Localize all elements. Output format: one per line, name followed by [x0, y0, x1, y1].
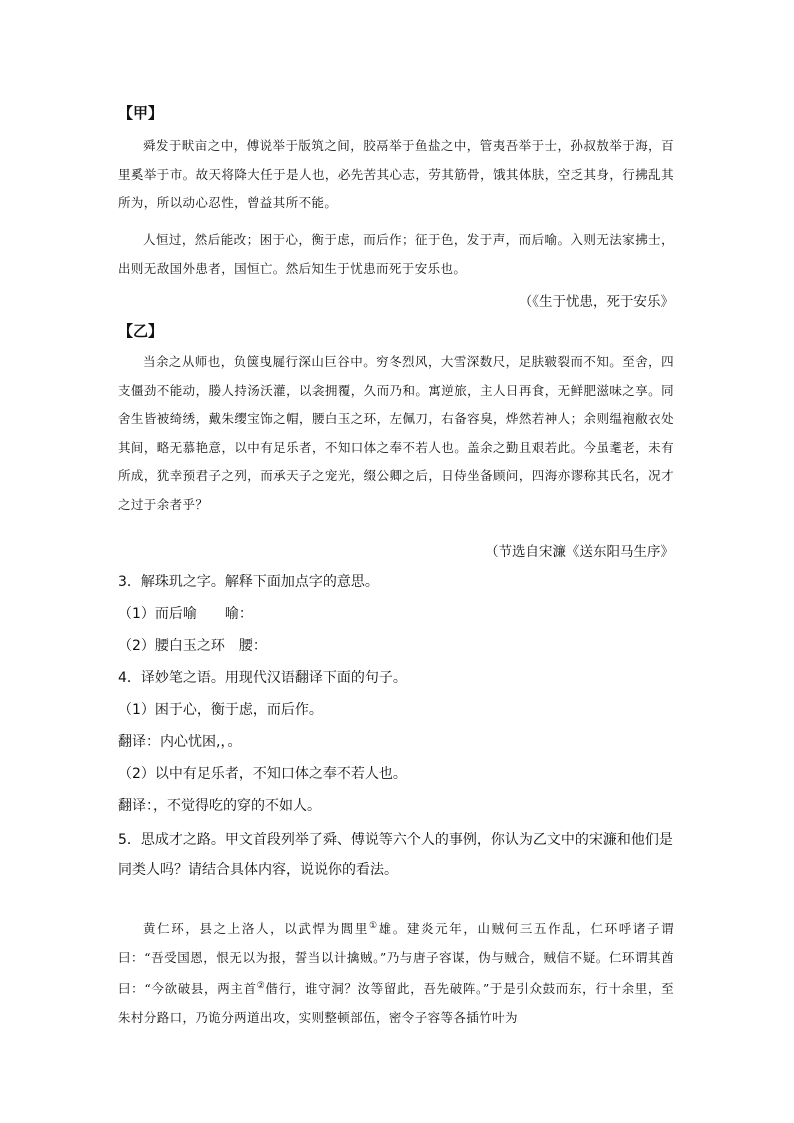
jia-paragraph-2: 人恒过，然后能改；困于心，衡于虑，而后作；征于色，发于声，而后喻。入则无法家拂士，出则无敌国外患者，国恒亡。然后知生于忧患而死于安乐也。: [118, 232, 674, 276]
question-4-1: （1）困于心，衡于虑，而后作。: [118, 702, 323, 718]
yi-paragraph: 当余之从师也，负箧曳屣行深山巨谷中。穷冬烈风，大雪深数尺，足肤皲裂而不知。至舍，四支僵劲不能动，媵人持汤沃灌，以衾拥覆，久而乃和。寓逆旅，主人日再食，无鲜肥滋味之享。同舍生皆被绮绣，戴朱缨宝饰之帽，腰白玉之环，左佩刀，右备容臭，烨然若神人；余则缊袍敝衣处其间，略无慕艳意，以中有足乐者，不知口体之奉不若人也。盖余之勤且艰若此。今虽耄老，未有所成，犹幸预君子之列，而承天子之宠光，缀公卿之后，日侍坐备顾问，四海亦谬称其氏名，况才之过于余者乎？: [118, 354, 674, 512]
passage-2: [118, 912, 674, 1032]
footnote-marker-1: ①: [368, 921, 379, 931]
question-5: 5．思成才之路。甲文首段列举了舜、傅说等六个人的事例，你认为乙文中的宋濂和他们是同类人吗？请结合具体内容，说说你的看法。: [118, 832, 673, 878]
question-3-2: （2）腰白玉之环 腰：: [118, 638, 267, 654]
question-4: 4．译妙笔之语。用现代汉语翻译下面的句子。: [118, 670, 407, 686]
footnote-marker-2: ②: [256, 981, 266, 992]
question-4-1-answer: 翻译：内心忧困,，。: [118, 734, 242, 750]
passage-2-part-2: 雄。建炎元年，山贼何三五作乱，仁环呼诸子谓曰：“吾受国恩，恨无以为报，誓当以计擒贼。”乃与唐子容谋，伪与贼合，贼信不疑。仁环谓其酋曰：“今欲破县，两主首: [118, 921, 675, 997]
question-3-1: （1）而后喻 喻：: [118, 606, 253, 622]
jia-source: （《生于忧患，死于安乐》: [518, 294, 674, 310]
question-4-2-answer: 翻译：，不觉得吃的穿的不如人。: [118, 798, 321, 814]
jia-paragraph-1: 舜发于畎亩之中，傅说举于版筑之间，胶鬲举于鱼盐之中，管夷吾举于士，孙叔敖举于海，百里奚举于市。故天将降大任于是人也，必先苦其心志，劳其筋骨，饿其体肤，空乏其身，行拂乱其所为，所以动心忍性，曾益其所不能。: [118, 138, 674, 210]
section-label-yi: 【乙】: [118, 322, 164, 340]
passage-2-part-3: 偕行，谁守洞？汝等留此，吾先破阵。”于是引众鼓而东，行十余里，至朱村分路口，乃诡分两道出攻，实则整顿部伍，密令子容等各插竹叶为: [118, 981, 674, 1025]
yi-source: （节选自宋濂《送东阳马生序》: [485, 544, 674, 560]
passage-2-part-1: 黄仁环，县之上洛人，以武悍为閭里: [143, 921, 369, 937]
question-4-2: （2）以中有足乐者，不知口体之奉不若人也。: [118, 766, 407, 782]
section-label-jia: 【甲】: [118, 104, 164, 122]
question-3: 3．解珠玑之字。解释下面加点字的意思。: [118, 574, 379, 590]
